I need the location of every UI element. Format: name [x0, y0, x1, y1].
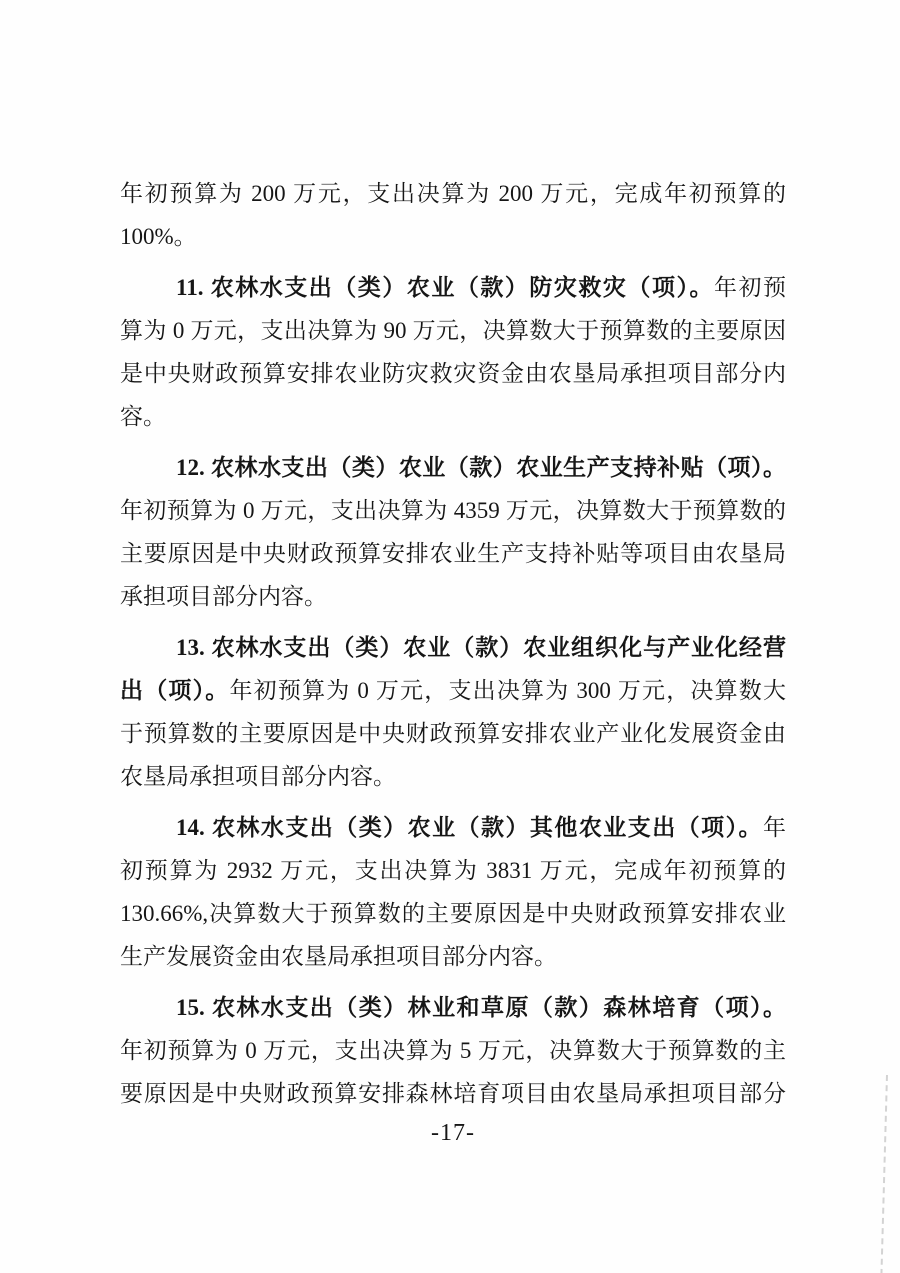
text-line — [120, 215, 786, 258]
text-line — [120, 935, 786, 978]
text-run: 要原因是中央财政预算安排森林培育项目由农垦局承担项目部分 — [120, 1081, 786, 1106]
paragraph-item-12 — [120, 446, 786, 618]
text-line — [120, 266, 786, 309]
text-line — [120, 172, 786, 215]
paragraph-item-11 — [120, 266, 786, 438]
text-run: 年 — [763, 815, 786, 840]
text-line — [120, 1029, 786, 1072]
text-line — [120, 575, 786, 618]
text-line — [120, 986, 786, 1029]
text-run: 主要原因是中央财政预算安排农业生产支持补贴等项目由农垦局 — [120, 541, 786, 566]
paragraph-item-14 — [120, 806, 786, 978]
text-line — [120, 669, 786, 712]
text-line — [120, 309, 786, 352]
text-run: 承担项目部分内容。 — [120, 584, 327, 609]
text-line — [120, 849, 786, 892]
text-line — [120, 352, 786, 395]
text-line — [120, 532, 786, 575]
text-run: 算为 0 万元，支出决算为 90 万元，决算数大于预算数的主要原因 — [120, 318, 786, 343]
text-run: 农垦局承担项目部分内容。 — [120, 764, 396, 789]
page-number: -17- — [431, 1120, 475, 1146]
text-line — [120, 712, 786, 755]
text-run: 生产发展资金由农垦局承担项目部分内容。 — [120, 944, 557, 969]
text-line — [120, 395, 786, 438]
text-run: 100%。 — [120, 224, 197, 249]
scan-edge-artifact — [880, 1075, 888, 1273]
text-run: 年初预算为 0 万元，支出决算为 300 万元，决算数大 — [229, 678, 786, 703]
text-line — [120, 1072, 786, 1115]
paragraph-continuation — [120, 172, 786, 258]
text-line — [120, 446, 786, 489]
text-run-bold: 13. 农林水支出（类）农业（款）农业组织化与产业化经营 — [176, 635, 786, 660]
paragraph-item-13 — [120, 626, 786, 798]
text-run-bold: 出（项）。 — [120, 678, 230, 703]
text-run-bold: 12. 农林水支出（类）农业（款）农业生产支持补贴（项）。 — [176, 455, 786, 480]
text-run: 是中央财政预算安排农业防灾救灾资金由农垦局承担项目部分内 — [120, 361, 786, 386]
text-run: 年初预算为 200 万元，支出决算为 200 万元，完成年初预算的 — [120, 181, 786, 206]
text-run-bold: 11. 农林水支出（类）农业（款）防灾救灾（项）。 — [176, 275, 714, 300]
text-run: 年初预 — [713, 275, 786, 300]
text-run: 于预算数的主要原因是中央财政预算安排农业产业化发展资金由 — [120, 721, 786, 746]
paragraph-item-15 — [120, 986, 786, 1115]
text-line — [120, 755, 786, 798]
text-run: 年初预算为 0 万元，支出决算为 4359 万元，决算数大于预算数的 — [120, 498, 786, 523]
document-text-block — [120, 172, 786, 1115]
text-run: 130.66%,决算数大于预算数的主要原因是中央财政预算安排农业 — [120, 901, 786, 926]
text-run-bold: 15. 农林水支出（类）林业和草原（款）森林培育（项）。 — [176, 995, 786, 1020]
text-line — [120, 806, 786, 849]
text-run: 容。 — [120, 404, 166, 429]
text-run: 初预算为 2932 万元，支出决算为 3831 万元，完成年初预算的 — [120, 858, 786, 883]
text-line — [120, 626, 786, 669]
text-line — [120, 489, 786, 532]
text-line — [120, 892, 786, 935]
text-run-bold: 14. 农林水支出（类）农业（款）其他农业支出（项）。 — [176, 815, 763, 840]
text-run: 年初预算为 0 万元，支出决算为 5 万元，决算数大于预算数的主 — [120, 1038, 786, 1063]
